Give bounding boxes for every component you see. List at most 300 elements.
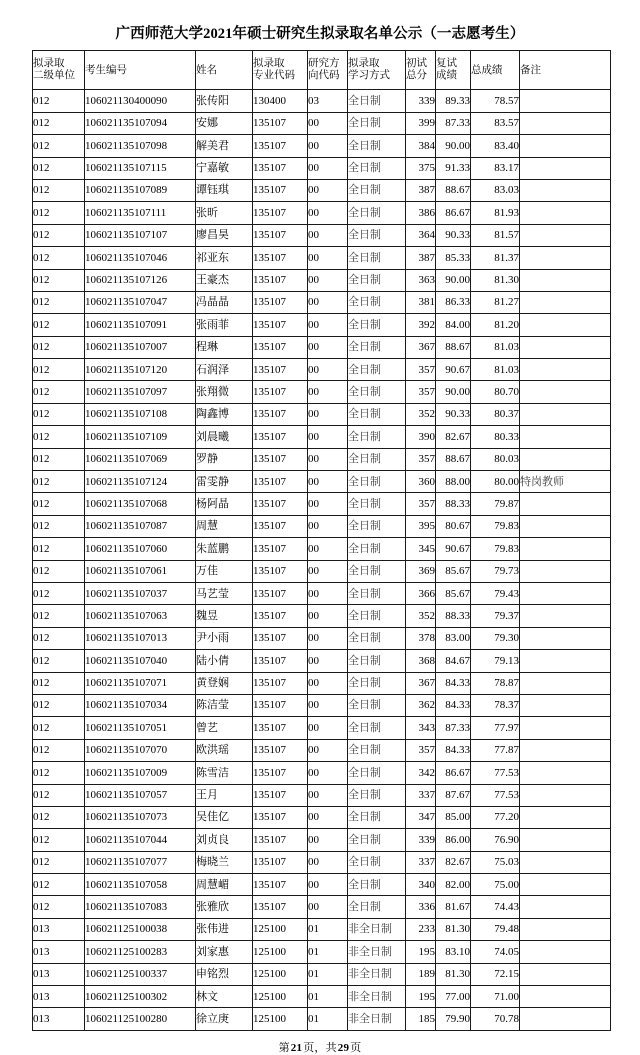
cell-direction: 00 <box>308 806 348 828</box>
cell-direction: 00 <box>308 829 348 851</box>
cell-major-code: 135107 <box>253 806 308 828</box>
cell-study-mode: 全日制 <box>348 806 406 828</box>
column-header-unit <box>33 51 85 90</box>
cell-study-mode: 全日制 <box>348 336 406 358</box>
cell-candidate-id: 106021135107037 <box>85 582 196 604</box>
column-header-name: 姓名 <box>196 51 253 90</box>
table-row <box>33 269 611 291</box>
cell-major-code: 135107 <box>253 359 308 381</box>
cell-major-code: 135107 <box>253 493 308 515</box>
cell-major-code: 135107 <box>253 582 308 604</box>
cell-unit: 012 <box>33 90 85 112</box>
admission-list-table <box>32 50 611 1030</box>
table-row <box>33 672 611 694</box>
cell-unit: 012 <box>33 112 85 134</box>
column-header-major <box>253 51 308 90</box>
cell-candidate-id: 106021130400090 <box>85 90 196 112</box>
cell-unit: 012 <box>33 829 85 851</box>
cell-remark <box>520 874 611 896</box>
cell-major-code: 135107 <box>253 896 308 918</box>
cell-total-score: 80.33 <box>471 426 520 448</box>
cell-candidate-id: 106021135107107 <box>85 224 196 246</box>
cell-first-score: 384 <box>406 135 436 157</box>
cell-major-code: 125100 <box>253 918 308 940</box>
cell-first-score: 366 <box>406 582 436 604</box>
cell-total-score: 78.57 <box>471 90 520 112</box>
cell-candidate-id: 106021135107047 <box>85 291 196 313</box>
cell-study-mode: 全日制 <box>348 403 406 425</box>
cell-unit: 012 <box>33 560 85 582</box>
cell-unit: 012 <box>33 381 85 403</box>
cell-remark <box>520 336 611 358</box>
cell-candidate-id: 106021135107044 <box>85 829 196 851</box>
cell-name: 曾艺 <box>196 717 253 739</box>
cell-second-score: 79.90 <box>436 1008 471 1030</box>
cell-candidate-id: 106021135107040 <box>85 650 196 672</box>
cell-major-code: 135107 <box>253 471 308 493</box>
cell-study-mode: 全日制 <box>348 784 406 806</box>
table-row <box>33 179 611 201</box>
cell-name: 宁嘉敏 <box>196 157 253 179</box>
cell-direction: 00 <box>308 247 348 269</box>
column-header-total-score: 总成绩 <box>471 51 520 90</box>
cell-major-code: 135107 <box>253 694 308 716</box>
cell-second-score: 84.33 <box>436 694 471 716</box>
cell-unit: 012 <box>33 359 85 381</box>
cell-name: 梅晓兰 <box>196 851 253 873</box>
cell-major-code: 135107 <box>253 112 308 134</box>
cell-name: 刘贞良 <box>196 829 253 851</box>
cell-name: 张昕 <box>196 202 253 224</box>
cell-major-code: 135107 <box>253 829 308 851</box>
cell-study-mode: 全日制 <box>348 359 406 381</box>
table-row <box>33 426 611 448</box>
cell-first-score: 362 <box>406 694 436 716</box>
cell-name: 朱蓝鹏 <box>196 538 253 560</box>
cell-second-score: 90.67 <box>436 538 471 560</box>
cell-study-mode: 全日制 <box>348 247 406 269</box>
cell-second-score: 84.00 <box>436 314 471 336</box>
cell-first-score: 387 <box>406 247 436 269</box>
column-header-direction-line2: 向代码 <box>308 70 340 82</box>
cell-major-code: 135107 <box>253 448 308 470</box>
cell-direction: 00 <box>308 359 348 381</box>
column-header-unit-line1: 拟录取 <box>33 58 65 70</box>
cell-remark <box>520 314 611 336</box>
table-row <box>33 515 611 537</box>
cell-name: 魏昱 <box>196 605 253 627</box>
cell-total-score: 78.37 <box>471 694 520 716</box>
cell-remark <box>520 1008 611 1030</box>
cell-name: 石润泽 <box>196 359 253 381</box>
cell-study-mode: 全日制 <box>348 157 406 179</box>
cell-remark <box>520 672 611 694</box>
cell-unit: 012 <box>33 426 85 448</box>
cell-name: 欧洪瑶 <box>196 739 253 761</box>
table-row <box>33 560 611 582</box>
table-row <box>33 247 611 269</box>
cell-candidate-id: 106021135107089 <box>85 179 196 201</box>
cell-direction: 00 <box>308 471 348 493</box>
cell-major-code: 125100 <box>253 1008 308 1030</box>
cell-remark <box>520 403 611 425</box>
cell-second-score: 82.00 <box>436 874 471 896</box>
table-row <box>33 739 611 761</box>
cell-direction: 00 <box>308 672 348 694</box>
cell-major-code: 135107 <box>253 538 308 560</box>
admission-table-container <box>0 50 640 1030</box>
cell-direction: 00 <box>308 560 348 582</box>
cell-total-score: 83.03 <box>471 179 520 201</box>
cell-total-score: 72.15 <box>471 963 520 985</box>
cell-direction: 00 <box>308 426 348 448</box>
cell-first-score: 392 <box>406 314 436 336</box>
cell-unit: 012 <box>33 874 85 896</box>
cell-candidate-id: 106021135107069 <box>85 448 196 470</box>
cell-remark <box>520 448 611 470</box>
cell-total-score: 74.05 <box>471 941 520 963</box>
cell-direction: 00 <box>308 448 348 470</box>
cell-candidate-id: 106021135107071 <box>85 672 196 694</box>
cell-direction: 00 <box>308 515 348 537</box>
footer-current-page: 21 <box>290 1041 303 1054</box>
cell-candidate-id: 106021125100280 <box>85 1008 196 1030</box>
cell-second-score: 88.33 <box>436 493 471 515</box>
cell-unit: 012 <box>33 672 85 694</box>
cell-study-mode: 非全日制 <box>348 963 406 985</box>
cell-major-code: 135107 <box>253 605 308 627</box>
cell-candidate-id: 106021135107094 <box>85 112 196 134</box>
cell-major-code: 135107 <box>253 179 308 201</box>
cell-total-score: 77.97 <box>471 717 520 739</box>
cell-candidate-id: 106021135107091 <box>85 314 196 336</box>
cell-first-score: 386 <box>406 202 436 224</box>
table-row <box>33 381 611 403</box>
cell-major-code: 135107 <box>253 224 308 246</box>
cell-total-score: 81.30 <box>471 269 520 291</box>
cell-first-score: 399 <box>406 112 436 134</box>
cell-study-mode: 全日制 <box>348 672 406 694</box>
cell-candidate-id: 106021135107120 <box>85 359 196 381</box>
cell-unit: 013 <box>33 1008 85 1030</box>
cell-total-score: 83.17 <box>471 157 520 179</box>
cell-remark <box>520 582 611 604</box>
cell-study-mode: 全日制 <box>348 762 406 784</box>
table-row <box>33 896 611 918</box>
cell-direction: 00 <box>308 694 348 716</box>
cell-total-score: 81.57 <box>471 224 520 246</box>
cell-second-score: 82.67 <box>436 426 471 448</box>
cell-study-mode: 全日制 <box>348 560 406 582</box>
column-header-first-line1: 初试 <box>406 58 427 70</box>
cell-remark <box>520 896 611 918</box>
cell-unit: 012 <box>33 202 85 224</box>
cell-remark <box>520 135 611 157</box>
cell-first-score: 369 <box>406 560 436 582</box>
cell-major-code: 135107 <box>253 381 308 403</box>
cell-second-score: 85.00 <box>436 806 471 828</box>
cell-direction: 00 <box>308 381 348 403</box>
cell-candidate-id: 106021135107046 <box>85 247 196 269</box>
cell-candidate-id: 106021135107007 <box>85 336 196 358</box>
cell-remark <box>520 291 611 313</box>
cell-second-score: 81.30 <box>436 918 471 940</box>
cell-direction: 01 <box>308 941 348 963</box>
cell-remark <box>520 90 611 112</box>
cell-first-score: 352 <box>406 403 436 425</box>
cell-first-score: 395 <box>406 515 436 537</box>
cell-total-score: 76.90 <box>471 829 520 851</box>
cell-major-code: 135107 <box>253 762 308 784</box>
cell-candidate-id: 106021135107061 <box>85 560 196 582</box>
cell-name: 马艺莹 <box>196 582 253 604</box>
cell-major-code: 135107 <box>253 247 308 269</box>
cell-direction: 00 <box>308 538 348 560</box>
cell-direction: 01 <box>308 963 348 985</box>
cell-unit: 012 <box>33 896 85 918</box>
cell-name: 王豪杰 <box>196 269 253 291</box>
table-row <box>33 694 611 716</box>
cell-remark <box>520 986 611 1008</box>
page-title: 广西师范大学2021年硕士研究生拟录取名单公示（一志愿考生） <box>115 26 525 42</box>
cell-direction: 00 <box>308 291 348 313</box>
cell-total-score: 79.83 <box>471 515 520 537</box>
cell-major-code: 135107 <box>253 515 308 537</box>
cell-remark: 特岗教师 <box>520 471 611 493</box>
cell-second-score: 90.67 <box>436 359 471 381</box>
cell-first-score: 357 <box>406 493 436 515</box>
cell-name: 张雅欣 <box>196 896 253 918</box>
cell-name: 安娜 <box>196 112 253 134</box>
cell-second-score: 90.00 <box>436 381 471 403</box>
cell-second-score: 90.00 <box>436 135 471 157</box>
cell-total-score: 77.20 <box>471 806 520 828</box>
cell-direction: 00 <box>308 717 348 739</box>
cell-major-code: 135107 <box>253 560 308 582</box>
cell-direction: 00 <box>308 202 348 224</box>
cell-total-score: 79.87 <box>471 493 520 515</box>
table-row <box>33 336 611 358</box>
cell-study-mode: 全日制 <box>348 896 406 918</box>
cell-study-mode: 全日制 <box>348 135 406 157</box>
cell-candidate-id: 106021135107087 <box>85 515 196 537</box>
cell-study-mode: 全日制 <box>348 448 406 470</box>
cell-first-score: 337 <box>406 784 436 806</box>
cell-total-score: 80.00 <box>471 471 520 493</box>
table-row <box>33 359 611 381</box>
cell-second-score: 88.00 <box>436 471 471 493</box>
table-row <box>33 135 611 157</box>
cell-second-score: 87.67 <box>436 784 471 806</box>
cell-major-code: 135107 <box>253 672 308 694</box>
cell-name: 张伟进 <box>196 918 253 940</box>
table-row <box>33 471 611 493</box>
cell-second-score: 89.33 <box>436 90 471 112</box>
cell-direction: 00 <box>308 224 348 246</box>
cell-name: 徐立庚 <box>196 1008 253 1030</box>
cell-total-score: 75.03 <box>471 851 520 873</box>
cell-direction: 00 <box>308 135 348 157</box>
cell-total-score: 81.37 <box>471 247 520 269</box>
cell-unit: 012 <box>33 694 85 716</box>
cell-study-mode: 全日制 <box>348 627 406 649</box>
cell-unit: 012 <box>33 314 85 336</box>
cell-name: 陶鑫博 <box>196 403 253 425</box>
cell-first-score: 233 <box>406 918 436 940</box>
cell-study-mode: 全日制 <box>348 739 406 761</box>
cell-direction: 00 <box>308 739 348 761</box>
column-header-candidate-id: 考生编号 <box>85 51 196 90</box>
cell-major-code: 135107 <box>253 717 308 739</box>
cell-direction: 00 <box>308 157 348 179</box>
cell-second-score: 86.67 <box>436 762 471 784</box>
cell-unit: 012 <box>33 650 85 672</box>
cell-first-score: 195 <box>406 941 436 963</box>
cell-total-score: 79.13 <box>471 650 520 672</box>
column-header-major-line2: 专业代码 <box>253 70 295 82</box>
cell-unit: 012 <box>33 605 85 627</box>
cell-second-score: 85.67 <box>436 560 471 582</box>
cell-remark <box>520 717 611 739</box>
cell-study-mode: 全日制 <box>348 112 406 134</box>
cell-unit: 012 <box>33 224 85 246</box>
cell-remark <box>520 784 611 806</box>
cell-first-score: 339 <box>406 90 436 112</box>
cell-first-score: 367 <box>406 336 436 358</box>
table-row <box>33 493 611 515</box>
cell-total-score: 79.43 <box>471 582 520 604</box>
cell-candidate-id: 106021135107057 <box>85 784 196 806</box>
table-row <box>33 627 611 649</box>
cell-first-score: 342 <box>406 762 436 784</box>
column-header-mode-line2: 学习方式 <box>348 70 390 82</box>
cell-remark <box>520 963 611 985</box>
cell-major-code: 135107 <box>253 157 308 179</box>
table-body <box>33 90 611 1030</box>
table-row <box>33 224 611 246</box>
column-header-major-line1: 拟录取 <box>253 58 285 70</box>
table-row <box>33 1008 611 1030</box>
cell-study-mode: 全日制 <box>348 694 406 716</box>
cell-name: 解美君 <box>196 135 253 157</box>
cell-study-mode: 全日制 <box>348 650 406 672</box>
cell-name: 罗静 <box>196 448 253 470</box>
table-row <box>33 918 611 940</box>
cell-study-mode: 非全日制 <box>348 918 406 940</box>
cell-name: 王月 <box>196 784 253 806</box>
cell-total-score: 79.37 <box>471 605 520 627</box>
cell-name: 陆小倩 <box>196 650 253 672</box>
cell-unit: 013 <box>33 918 85 940</box>
table-row <box>33 582 611 604</box>
cell-first-score: 364 <box>406 224 436 246</box>
cell-unit: 012 <box>33 851 85 873</box>
cell-unit: 012 <box>33 291 85 313</box>
table-row <box>33 112 611 134</box>
cell-total-score: 80.37 <box>471 403 520 425</box>
cell-first-score: 368 <box>406 650 436 672</box>
cell-direction: 00 <box>308 851 348 873</box>
cell-study-mode: 全日制 <box>348 179 406 201</box>
cell-major-code: 135107 <box>253 650 308 672</box>
cell-first-score: 390 <box>406 426 436 448</box>
column-header-direction <box>308 51 348 90</box>
cell-remark <box>520 426 611 448</box>
cell-candidate-id: 106021135107115 <box>85 157 196 179</box>
table-row <box>33 986 611 1008</box>
cell-candidate-id: 106021135107083 <box>85 896 196 918</box>
cell-remark <box>520 179 611 201</box>
cell-study-mode: 全日制 <box>348 471 406 493</box>
cell-remark <box>520 739 611 761</box>
cell-remark <box>520 381 611 403</box>
column-header-mode-line1: 拟录取 <box>348 58 380 70</box>
cell-remark <box>520 247 611 269</box>
cell-major-code: 135107 <box>253 627 308 649</box>
cell-unit: 012 <box>33 784 85 806</box>
cell-first-score: 339 <box>406 829 436 851</box>
cell-remark <box>520 627 611 649</box>
cell-name: 张翔微 <box>196 381 253 403</box>
cell-direction: 00 <box>308 874 348 896</box>
cell-total-score: 83.57 <box>471 112 520 134</box>
cell-major-code: 125100 <box>253 986 308 1008</box>
cell-study-mode: 非全日制 <box>348 1008 406 1030</box>
cell-candidate-id: 106021125100302 <box>85 986 196 1008</box>
cell-major-code: 135107 <box>253 403 308 425</box>
footer-suffix: 页 <box>350 1041 362 1054</box>
cell-study-mode: 全日制 <box>348 381 406 403</box>
cell-unit: 013 <box>33 963 85 985</box>
cell-first-score: 378 <box>406 627 436 649</box>
table-row <box>33 202 611 224</box>
table-row <box>33 538 611 560</box>
cell-first-score: 360 <box>406 471 436 493</box>
cell-candidate-id: 106021135107077 <box>85 851 196 873</box>
cell-candidate-id: 106021125100038 <box>85 918 196 940</box>
cell-second-score: 81.67 <box>436 896 471 918</box>
cell-total-score: 71.00 <box>471 986 520 1008</box>
page-footer <box>0 1031 640 1055</box>
cell-total-score: 81.93 <box>471 202 520 224</box>
cell-unit: 012 <box>33 582 85 604</box>
cell-first-score: 195 <box>406 986 436 1008</box>
footer-prefix: 第 <box>278 1041 290 1054</box>
cell-unit: 013 <box>33 941 85 963</box>
cell-second-score: 81.30 <box>436 963 471 985</box>
cell-direction: 00 <box>308 784 348 806</box>
cell-name: 黄登娴 <box>196 672 253 694</box>
cell-unit: 012 <box>33 269 85 291</box>
cell-major-code: 130400 <box>253 90 308 112</box>
table-row <box>33 90 611 112</box>
cell-second-score: 77.00 <box>436 986 471 1008</box>
cell-name: 林文 <box>196 986 253 1008</box>
column-header-first-line2: 总分 <box>406 70 427 82</box>
cell-remark <box>520 918 611 940</box>
cell-study-mode: 全日制 <box>348 426 406 448</box>
cell-study-mode: 全日制 <box>348 202 406 224</box>
table-row <box>33 874 611 896</box>
cell-second-score: 90.33 <box>436 403 471 425</box>
cell-direction: 00 <box>308 650 348 672</box>
cell-second-score: 80.67 <box>436 515 471 537</box>
cell-total-score: 81.03 <box>471 336 520 358</box>
cell-remark <box>520 269 611 291</box>
table-row <box>33 717 611 739</box>
cell-major-code: 135107 <box>253 202 308 224</box>
cell-name: 杨阿晶 <box>196 493 253 515</box>
